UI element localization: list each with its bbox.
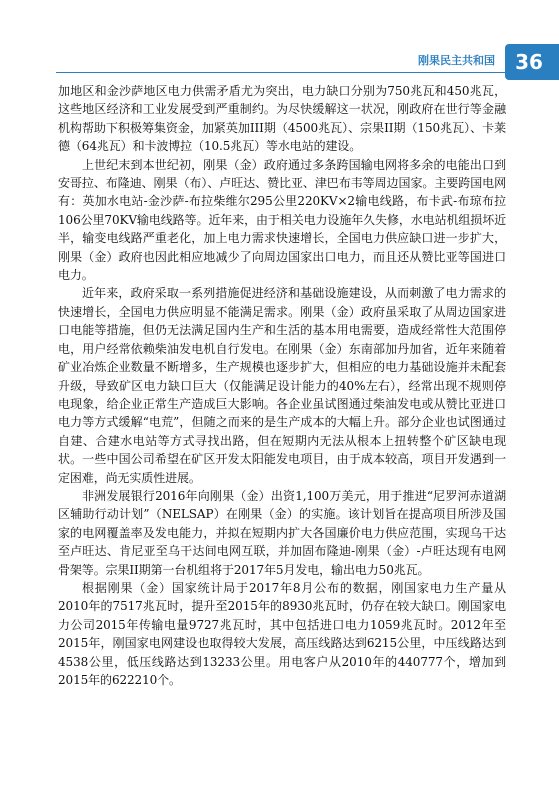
paragraph-statistics: 根据刚果（金）国家统计局于2017年8月公布的数据，刚国家电力生产量从2010年的7517兆瓦时，提升至2015年的8930兆瓦时，仍存在较大缺口。刚国家电力公司2015年传输电量9727兆瓦时，其中包括进口电力1059兆瓦时。2012年至2015年，刚国家电网建设也取得较大发展，高压线路达到6215公里，中压线路达到4538公里，低压线路达到13233公里。用电客户从2010年的440777个，增加到2015年的622210个。	[58, 580, 506, 687]
paragraph-cross-border-grid: 上世纪末到本世纪初，刚果（金）政府通过多条跨国输电网将多余的电能出口到安哥拉、布隆迪、刚果（布）、卢旺达、赞比亚、津巴布韦等周边国家。主要跨国电网有：英加水电站-金沙萨-布拉柴维尔295公里220KV×2输电线路，布卡武-布琼布拉106公里70KV输电线路等。近年来，由于相关电力设施年久失修，水电站机组损坏近半，输变电线路严重老化，加上电力需求快速增长，全国电力供应缺口进一步扩大，刚果（金）政府也因此相应地减少了向周边国家出口电力，而且还从赞比亚等国进口电力。	[58, 157, 506, 283]
paragraph-power-demand: 近年来，政府采取一系列措施促进经济和基础设施建设，从而刺激了电力需求的快速增长，全国电力供应明显不能满足需求。刚果（金）政府虽采取了从周边国家进口电能等措施，但仍无法满足国内生产和生活的基本用电需要，造成经常性大范围停电，用户经常依赖柴油发电机自行发电。在刚果（金）东南部加丹加省，近年来随着矿业冶炼企业数量不断增多，生产规模也逐步扩大，但相应的电力基础设施并未配套升级，导致矿区电力缺口巨大（仅能满足设计能力的40%左右），经常出现不规则停电现象，给企业正常生产造成巨大影响。各企业虽试图通过柴油发电或从赞比亚进口电力等方式缓解“电荒”，但随之而来的是生产成本的大幅上升。部分企业也试图通过自建、合建水电站等方式寻找出路，但在短期内无法从根本上扭转整个矿区缺电现状。一些中国公司希望在矿区开发太阳能发电项目，由于成本较高，项目开发遇到一定困难，尚无实质性进展。	[58, 286, 506, 485]
page-number: 36	[515, 50, 543, 74]
running-header-title: 刚果民主共和国	[418, 54, 495, 67]
paragraph-continued: 加地区和金沙萨地区电力供需矛盾尤为突出，电力缺口分别为750兆瓦和450兆瓦，这些地区经济和工业发展受到严重制约。为尽快缓解这一状况，刚政府在世行等金融机构帮助下积极筹集资金，加紧英加III期（4500兆瓦）、宗果II期（150兆瓦）、卡莱德（64兆瓦）和卡波博拉（10.5兆瓦）等水电站的建设。	[58, 84, 506, 154]
header-rule	[56, 72, 559, 73]
paragraph-nelsap: 非洲发展银行2016年向刚果（金）出资1,100万美元，用于推进“尼罗河赤道湖区辅助行动计划”（NELSAP）在刚果（金）的实施。该计划旨在提高项目所涉及国家的电网覆盖率及发电能力，并拟在短期内扩大各国廉价电力供应范围，实现乌干达至卢旺达、肯尼亚至乌干达间电网互联，并加固布隆迪-刚果（金）-卢旺达现有电网骨架等。宗果II期第一台机组将于2017年5月发电，输出电力50兆瓦。	[58, 488, 506, 577]
body-text	[58, 82, 506, 689]
